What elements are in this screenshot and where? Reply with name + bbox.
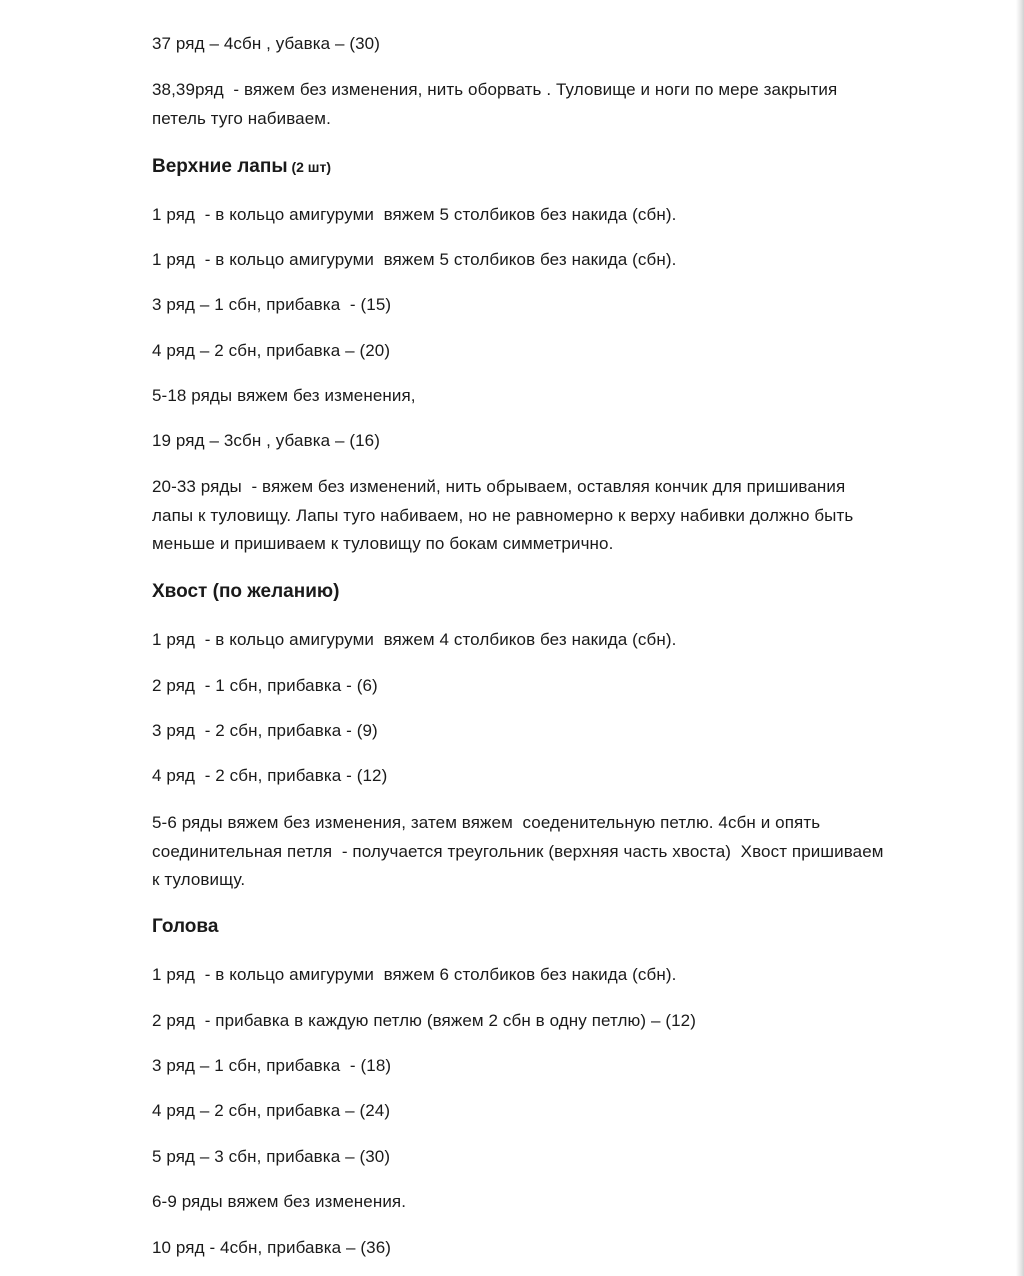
upper-paws-row: 5-18 ряды вяжем без изменения,	[152, 386, 416, 405]
text-rows-38-39: 38,39ряд - вяжем без изменения, нить оборвать . Туловище и ноги по мере закрытия петель туго набиваем.	[152, 80, 838, 128]
heading-upper-paws	[152, 153, 331, 181]
head-row: 1 ряд - в кольцо амигуруми вяжем 6 столбиков без накида (сбн).	[152, 965, 677, 984]
head-row: 4 ряд – 2 сбн, прибавка – (24)	[152, 1101, 391, 1120]
head-row: 6-9 ряды вяжем без изменения.	[152, 1192, 407, 1211]
upper-paws-row: 20-33 ряды - вяжем без изменений, нить обрываем, оставляя кончик для пришивания лапы к туловищу. Лапы туго набиваем, но не равномерно к верху набивки должно быть меньше и пришиваем к туловищу по бокам симметрично.	[152, 477, 854, 553]
heading-upper-paws-title: Верхние лапы	[152, 156, 288, 177]
head-row: 2 ряд - прибавка в каждую петлю (вяжем 2 сбн в одну петлю) – (12)	[152, 1011, 696, 1030]
tail-row: 4 ряд - 2 сбн, прибавка - (12)	[152, 766, 388, 785]
heading-tail-title: Хвост	[152, 581, 208, 602]
heading-tail-note: (по желанию)	[207, 581, 340, 602]
tail-row: 3 ряд - 2 сбн, прибавка - (9)	[152, 721, 378, 740]
tail-row: 2 ряд - 1 сбн, прибавка - (6)	[152, 676, 378, 695]
tail-row: 5-6 ряды вяжем без изменения, затем вяжем соеденительную петлю. 4сбн и опять соединительная петля - получается треугольник (верхняя часть хвоста) Хвост пришиваем к туловищу.	[152, 813, 884, 889]
page-edge-shadow	[1016, 0, 1024, 1276]
heading-tail	[152, 578, 339, 606]
head-row: 5 ряд – 3 сбн, прибавка – (30)	[152, 1147, 391, 1166]
tail-row: 1 ряд - в кольцо амигуруми вяжем 4 столбиков без накида (сбн).	[152, 630, 677, 649]
text-row-37: 37 ряд – 4сбн , убавка – (30)	[152, 34, 380, 53]
upper-paws-row: 1 ряд - в кольцо амигуруми вяжем 5 столбиков без накида (сбн).	[152, 250, 677, 269]
upper-paws-row: 19 ряд – 3сбн , убавка – (16)	[152, 431, 380, 450]
head-row: 10 ряд - 4сбн, прибавка – (36)	[152, 1238, 392, 1257]
upper-paws-row: 4 ряд – 2 сбн, прибавка – (20)	[152, 341, 391, 360]
upper-paws-row: 1 ряд - в кольцо амигуруми вяжем 5 столбиков без накида (сбн).	[152, 205, 677, 224]
upper-paws-row: 3 ряд – 1 сбн, прибавка - (15)	[152, 295, 392, 314]
heading-upper-paws-qty: (2 шт)	[287, 159, 331, 175]
heading-head	[152, 913, 218, 941]
head-row: 3 ряд – 1 сбн, прибавка - (18)	[152, 1056, 392, 1075]
heading-head-title: Голова	[152, 916, 219, 937]
